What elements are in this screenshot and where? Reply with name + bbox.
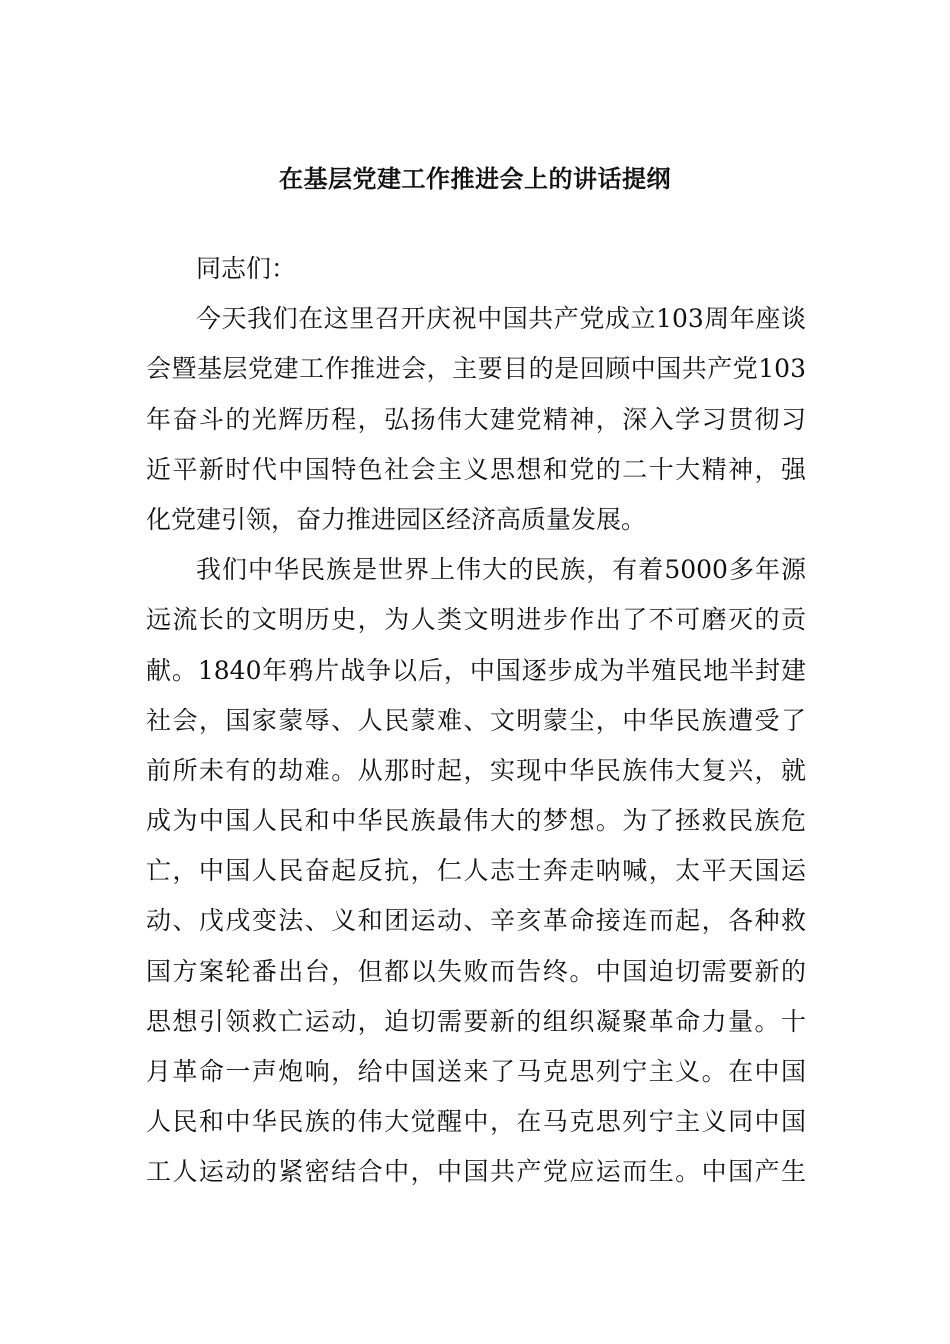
- paragraph-line: 亡，中国人民奋起反抗，仁人志士奔走呐喊，太平天国运: [146, 856, 806, 886]
- paragraph-line: 工人运动的紧密结合中，中国共产党应运而生。中国产生: [146, 1157, 806, 1187]
- paragraph-line: 年奋斗的光辉历程，弘扬伟大建党精神，深入学习贯彻习: [146, 404, 806, 434]
- paragraph-line: 远流长的文明历史，为人类文明进步作出了不可磨灭的贡: [146, 605, 806, 635]
- paragraph-line: 人民和中华民族的伟大觉醒中，在马克思列宁主义同中国: [146, 1107, 806, 1137]
- paragraph-line: 今天我们在这里召开庆祝中国共产党成立103周年座谈: [196, 304, 806, 334]
- paragraph-line: 月革命一声炮响，给中国送来了马克思列宁主义。在中国: [146, 1057, 806, 1086]
- paragraph-line: 会暨基层党建工作推进会，主要目的是回顾中国共产党103: [146, 354, 806, 384]
- paragraph-line: 社会，国家蒙辱、人民蒙难、文明蒙尘，中华民族遭受了: [146, 705, 806, 735]
- salutation: 同志们：: [196, 254, 297, 283]
- paragraph-line: 近平新时代中国特色社会主义思想和党的二十大精神，强: [146, 454, 806, 484]
- paragraph-line: 前所未有的劫难。从那时起，实现中华民族伟大复兴，就: [146, 755, 806, 785]
- paragraph-1: [146, 294, 806, 545]
- paragraph-line: 我们中华民族是世界上伟大的民族，有着5000多年源: [196, 555, 806, 585]
- paragraph-line: 成为中国人民和中华民族最伟大的梦想。为了拯救民族危: [146, 806, 806, 836]
- document-body: [146, 244, 806, 1198]
- paragraph-line: 国方案轮番出台，但都以失败而告终。中国迫切需要新的: [146, 956, 806, 986]
- paragraph-2: [146, 545, 806, 1197]
- paragraph-line: 动、戊戌变法、义和团运动、辛亥革命接连而起，各种救: [146, 906, 806, 936]
- paragraph-line: 思想引领救亡运动，迫切需要新的组织凝聚革命力量。十: [146, 1006, 806, 1036]
- document-title: 在基层党建工作推进会上的讲话提纲: [279, 164, 671, 193]
- paragraph-line: 化党建引领，奋力推进园区经济高质量发展。: [146, 504, 647, 534]
- paragraph-line: 献。1840年鸦片战争以后，中国逐步成为半殖民地半封建: [146, 655, 806, 685]
